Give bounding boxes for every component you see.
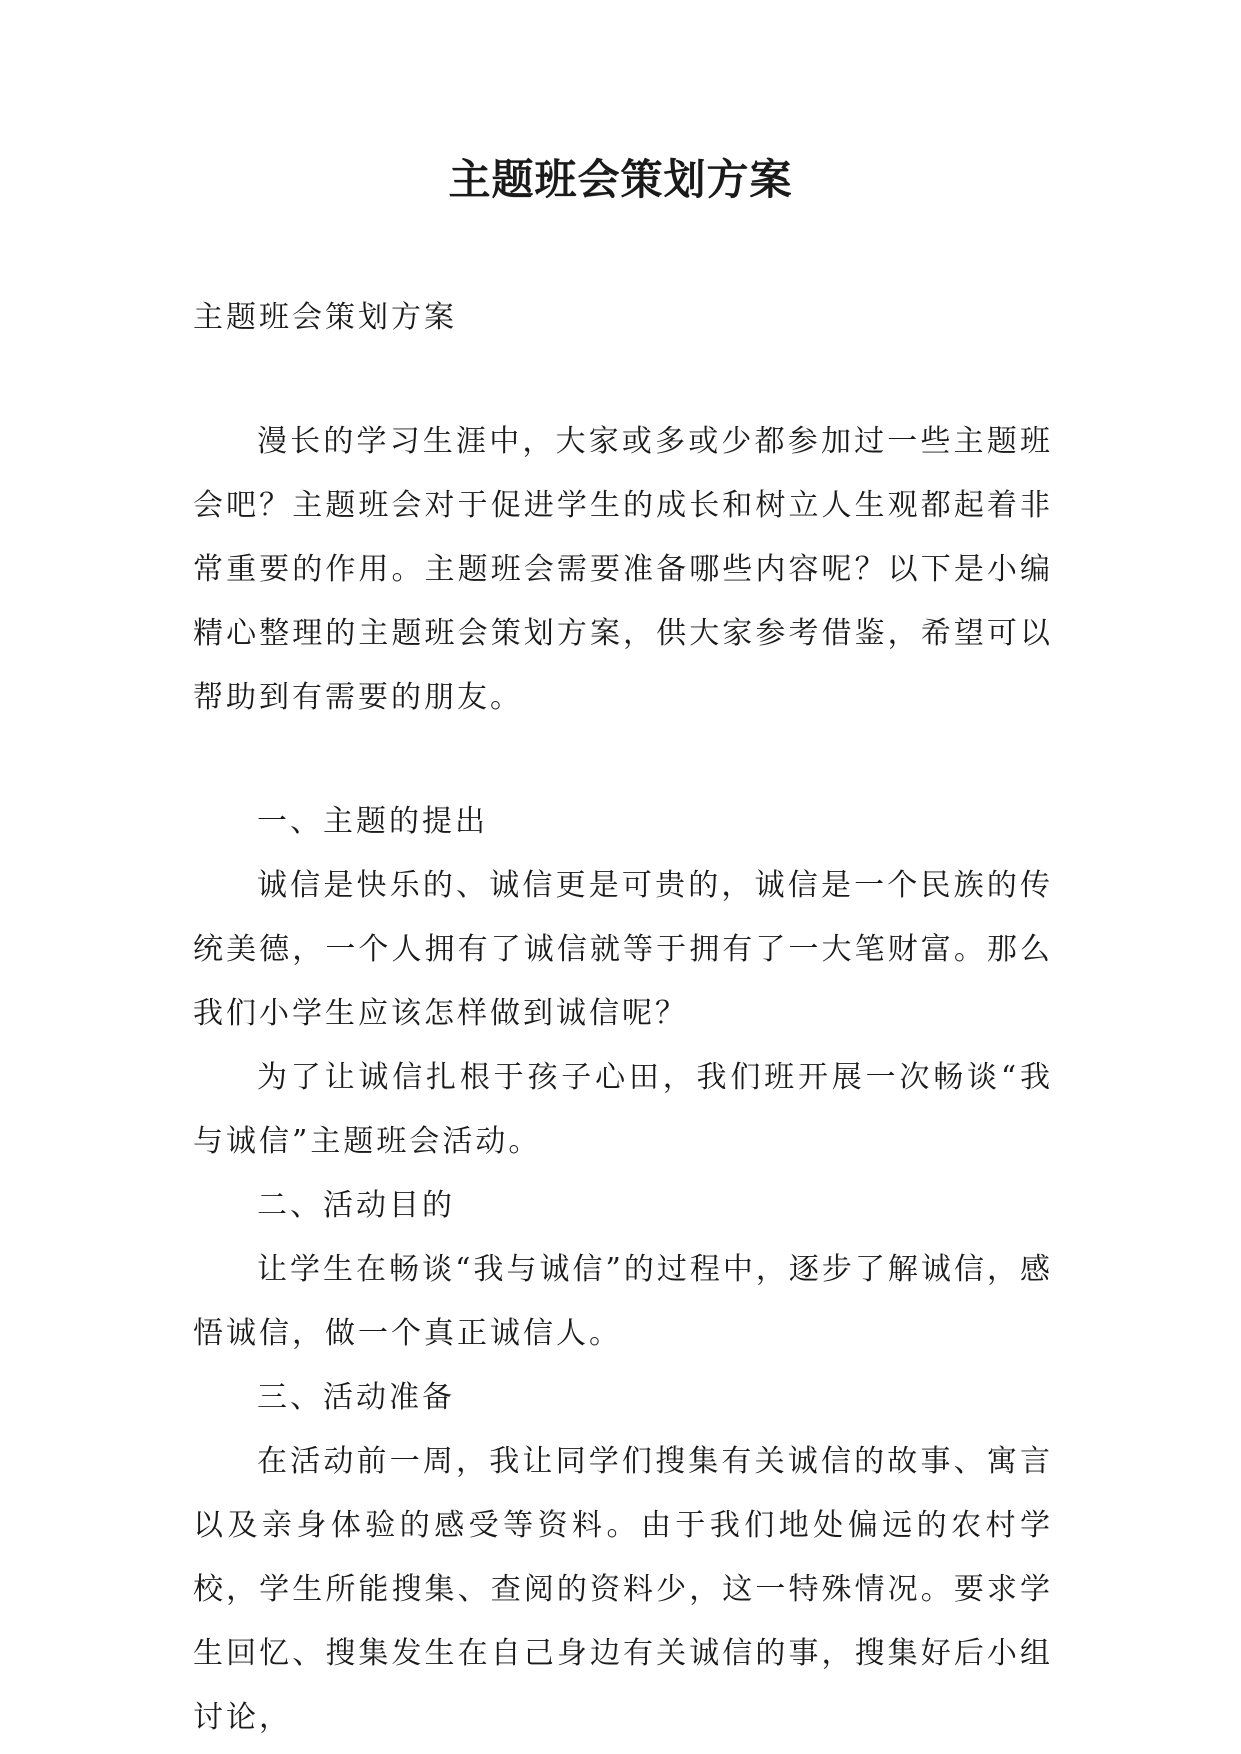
section-heading-preparation: 三、活动准备	[257, 1380, 455, 1415]
intro-paragraph: 漫长的学习生涯中，大家或多或少都参加过一些主题班会吧？主题班会对于促进学生的成长和树立人生观都起着非常重要的作用。主题班会需要准备哪些内容呢？以下是小编精心整理的主题班会策划方案，供大家参考借鉴，希望可以帮助到有需要的朋友。	[193, 424, 1053, 715]
document-subtitle: 主题班会策划方案	[193, 300, 457, 335]
section-heading-topic: 一、主题的提出	[257, 804, 488, 839]
document-body	[193, 286, 1053, 1750]
body-paragraph: 在活动前一周，我让同学们搜集有关诚信的故事、寓言以及亲身体验的感受等资料。由于我们地处偏远的农村学校，学生所能搜集、查阅的资料少，这一特殊情况。要求学生回忆、搜集发生在自己身边有关诚信的事，搜集好后小组讨论，	[193, 1444, 1053, 1735]
body-paragraph: 为了让诚信扎根于孩子心田，我们班开展一次畅谈“我与诚信”主题班会活动。	[193, 1060, 1053, 1159]
body-paragraph: 让学生在畅谈“我与诚信”的过程中，逐步了解诚信，感悟诚信，做一个真正诚信人。	[193, 1252, 1053, 1351]
section-heading-purpose: 二、活动目的	[257, 1188, 455, 1223]
document-title: 主题班会策划方案	[448, 155, 793, 204]
body-paragraph: 诚信是快乐的、诚信更是可贵的，诚信是一个民族的传统美德，一个人拥有了诚信就等于拥有了一大笔财富。那么我们小学生应该怎样做到诚信呢？	[193, 868, 1053, 1031]
